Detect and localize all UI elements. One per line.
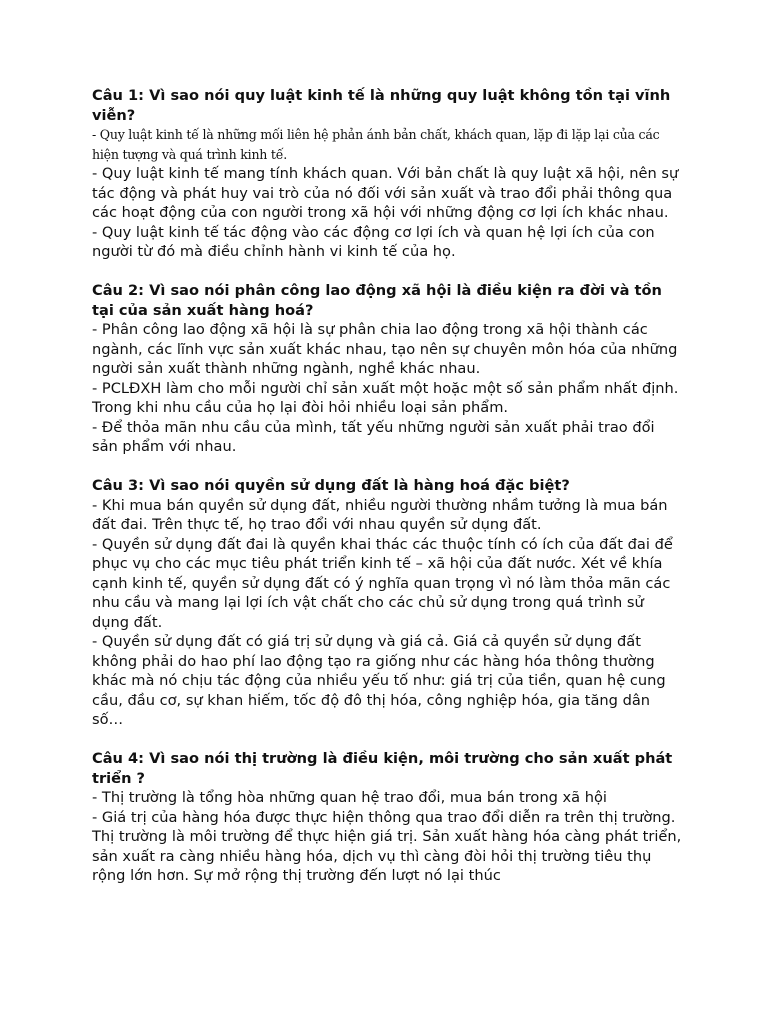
section-question-1 <box>92 86 682 262</box>
answer-paragraph: - Khi mua bán quyền sử dụng đất, nhiều người thường nhầm tưởng là mua bán đất đai. Trên thực tế, họ trao đổi với nhau quyền sử dụng đất. <box>92 496 668 533</box>
answer-paragraph: - Giá trị của hàng hóa được thực hiện thông qua trao đổi diễn ra trên thị trường. Thị trường là môi trường để thực hiện giá trị. Sản xuất hàng hóa càng phát triển, sản xuất ra càng nhiều hàng hóa, dịch vụ thì càng đòi hỏi thị trường tiêu thụ rộng lớn hơn. Sự mở rộng thị trường đến lượt nó lại thúc <box>92 808 682 884</box>
answer-paragraph: - Để thỏa mãn nhu cầu của mình, tất yếu những người sản xuất phải trao đổi sản phẩm với nhau. <box>92 418 655 455</box>
answer-paragraph: - Quy luật kinh tế là những mối liên hệ phản ánh bản chất, khách quan, lặp đi lặp lại của các hiện tượng và quá trình kinh tế. <box>92 127 660 162</box>
answer-paragraph: - Thị trường là tổng hòa những quan hệ trao đổi, mua bán trong xã hội <box>92 789 607 806</box>
answer-paragraph: - Quyền sử dụng đất có giá trị sử dụng và giá cả. Giá cả quyền sử dụng đất không phải do hao phí lao động tạo ra giống như các hàng hóa thông thường khác mà nó chịu tác động của nhiều yếu tố như: giá trị của tiền, quan hệ cung cầu, đầu cơ, sự khan hiếm, tốc độ đô thị hóa, công nghiệp hóa, gia tăng dân số… <box>92 633 666 728</box>
answer-paragraph: - PCLĐXH làm cho mỗi người chỉ sản xuất một hoặc một số sản phẩm nhất định. Trong khi nhu cầu của họ lại đòi hỏi nhiều loại sản phẩm. <box>92 379 679 416</box>
section-question-4 <box>92 749 682 886</box>
answer-paragraph: - Quyền sử dụng đất đai là quyền khai thác các thuộc tính có ích của đất đai để phục vụ cho các mục tiêu phát triển kinh tế – xã hội của đất nước. Xét về khía cạnh kinh tế, quyền sử dụng đất có ý nghĩa quan trọng vì nó làm thỏa mãn các nhu cầu và mang lại lợi ích vật chất cho các chủ sử dụng trong quá trình sử dụng đất. <box>92 535 673 631</box>
document-page <box>92 86 682 905</box>
section-question-3 <box>92 476 682 730</box>
question-title: Câu 1: Vì sao nói quy luật kinh tế là những quy luật không tồn tại vĩnh viễn? <box>92 87 671 124</box>
answer-paragraph: - Quy luật kinh tế tác động vào các động cơ lợi ích và quan hệ lợi ích của con người từ đó mà điều chỉnh hành vi kinh tế của họ. <box>92 223 655 260</box>
answer-paragraph: - Quy luật kinh tế mang tính khách quan. Với bản chất là quy luật xã hội, nên sự tác động và phát huy vai trò của nó đối với sản xuất và trao đổi phải thông qua các hoạt động của con người trong xã hội với những động cơ lợi ích khác nhau. <box>92 165 679 221</box>
section-question-2 <box>92 281 682 457</box>
question-title: Câu 2: Vì sao nói phân công lao động xã hội là điều kiện ra đời và tồn tại của sản xuất hàng hoá? <box>92 282 662 319</box>
question-title: Câu 4: Vì sao nói thị trường là điều kiện, môi trường cho sản xuất phát triển ? <box>92 750 673 787</box>
answer-paragraph: - Phân công lao động xã hội là sự phân chia lao động trong xã hội thành các ngành, các lĩnh vực sản xuất khác nhau, tạo nên sự chuyên môn hóa của những người sản xuất thành những ngành, nghề khác nhau. <box>92 321 678 377</box>
question-title: Câu 3: Vì sao nói quyền sử dụng đất là hàng hoá đặc biệt? <box>92 477 570 494</box>
